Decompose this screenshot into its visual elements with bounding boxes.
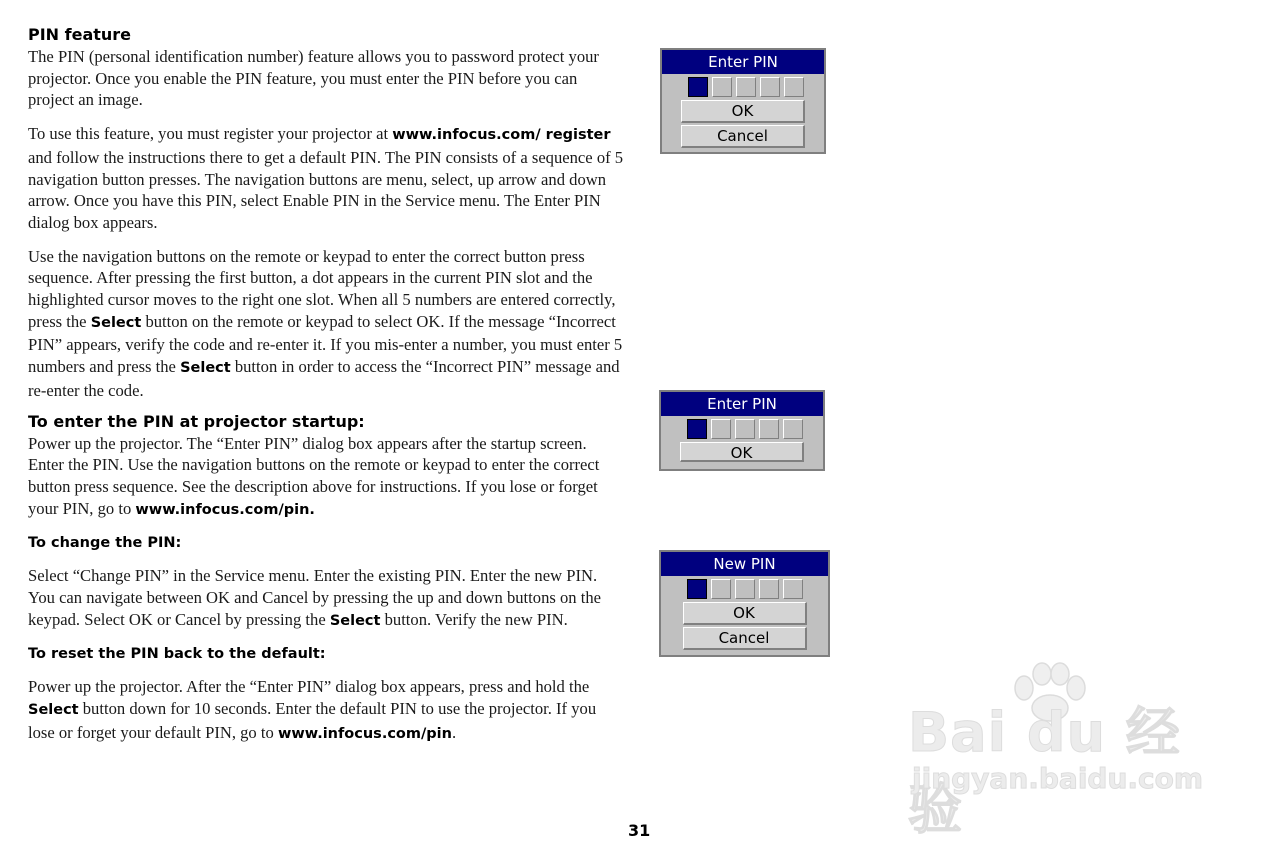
pin-slot[interactable] [759, 419, 779, 439]
ok-button[interactable]: OK [680, 442, 804, 462]
paragraph-text: Use the navigation buttons on the remote or keypad to enter the correct button press sequence. After pressing the first button, a dot appears in the current PIN slot and the highlighted cursor moves to the right one slot. When all 5 numbers are entered correctly, press the [28, 246, 616, 331]
ok-button[interactable]: OK [683, 602, 807, 625]
pin-slot[interactable] [783, 419, 803, 439]
pin-slot[interactable] [759, 579, 779, 599]
pin-link[interactable]: www.infocus.com/pin [277, 725, 452, 742]
paragraph-text: . [451, 722, 457, 742]
paragraph-text: button. Verify the new PIN. [380, 609, 568, 629]
paragraph-navigation [28, 246, 624, 402]
paragraph-text: button in order to access the “Incorrect PIN” message and re-enter the code. [28, 357, 620, 400]
enter-pin-dialog-startup [659, 390, 825, 471]
section-heading-startup: To enter the PIN at projector startup: [28, 411, 365, 431]
select-keyword: Select [28, 702, 79, 719]
pin-slot-active[interactable] [687, 419, 707, 439]
pin-slot[interactable] [784, 77, 804, 97]
pin-slot-active[interactable] [688, 77, 708, 97]
watermark-brand: Bai du 经验 [908, 701, 1181, 841]
watermark-url: jingyan.baidu.com [912, 762, 1204, 795]
dialog-title: Enter PIN [662, 50, 824, 74]
pin-slot[interactable] [735, 579, 755, 599]
section-heading-change-pin: To change the PIN: [28, 535, 182, 552]
section-heading-pin-feature: PIN feature [28, 25, 132, 44]
paragraph-register [28, 123, 624, 234]
paragraph-text: Select “Change PIN” in the Service menu. Enter the existing PIN. Enter the new PIN. You can navigate between OK and Cancel by pressing the up and down buttons on the keypad. Select OK or Cancel by pressing the [28, 566, 601, 629]
pin-slot[interactable] [736, 77, 756, 97]
new-pin-dialog [659, 550, 830, 657]
pin-slot[interactable] [735, 419, 755, 439]
enter-pin-dialog [660, 48, 826, 154]
pin-slot[interactable] [760, 77, 780, 97]
paragraph-text: button down for 10 seconds. Enter the default PIN to use the projector. If you lose or forget your default PIN, go to [28, 699, 597, 742]
select-keyword: Select [180, 360, 231, 377]
pin-slots [662, 74, 824, 98]
select-keyword: Select [90, 314, 142, 331]
page-number: 31 [628, 821, 651, 840]
pin-slot[interactable] [711, 579, 731, 599]
pin-slot-active[interactable] [687, 579, 707, 599]
pin-slot[interactable] [712, 77, 732, 97]
paragraph-text: button on the remote or keypad to select OK. If the message “Incorrect PIN” appears, verify the code and re-enter it. If you mis-enter a number, you must enter 5 numbers and press the [28, 311, 623, 377]
paragraph-startup [28, 433, 624, 522]
paragraph-text: To use this feature, you must register your projector at [28, 124, 393, 144]
pin-slot[interactable] [783, 579, 803, 599]
paragraph-reset-pin [28, 676, 624, 745]
paragraph-pin-intro: The PIN (personal identification number) feature allows you to password protect your projector. Once you enable the PIN feature, you must enter the PIN before you can project an image. [28, 47, 599, 110]
baidu-watermark [906, 662, 1206, 841]
paragraph-text: and follow the instructions there to get a default PIN. The PIN consists of a sequence of 5 navigation button presses. The navigation buttons are menu, select, up arrow and down arrow. Once you have this PIN, select Enable PIN in the Service menu. The Enter PIN dialog box appears. [28, 147, 624, 232]
cancel-button[interactable]: Cancel [681, 125, 805, 148]
dialog-title: Enter PIN [661, 392, 823, 416]
pin-slots [661, 576, 828, 600]
ok-button[interactable]: OK [681, 100, 805, 123]
select-keyword: Select [329, 612, 381, 629]
pin-slots [661, 416, 823, 440]
pin-slot[interactable] [711, 419, 731, 439]
dialog-title: New PIN [661, 552, 828, 576]
paragraph-change-pin [28, 565, 624, 632]
cancel-button[interactable]: Cancel [683, 627, 807, 650]
section-heading-reset-pin: To reset the PIN back to the default: [28, 646, 326, 663]
paragraph-text: Power up the projector. The “Enter PIN” dialog box appears after the startup screen. Enter the PIN. Use the navigation buttons on the remote or keypad to enter the correct button press sequence. See the description above for instructions. If you lose or forget your PIN, go to [28, 433, 600, 518]
paragraph-text: Power up the projector. After the “Enter PIN” dialog box appears, press and hold the [28, 677, 590, 697]
pin-link[interactable]: www.infocus.com/pin. [135, 501, 315, 518]
register-link[interactable]: www.infocus.com/ register [392, 127, 611, 144]
text-column [28, 24, 624, 746]
